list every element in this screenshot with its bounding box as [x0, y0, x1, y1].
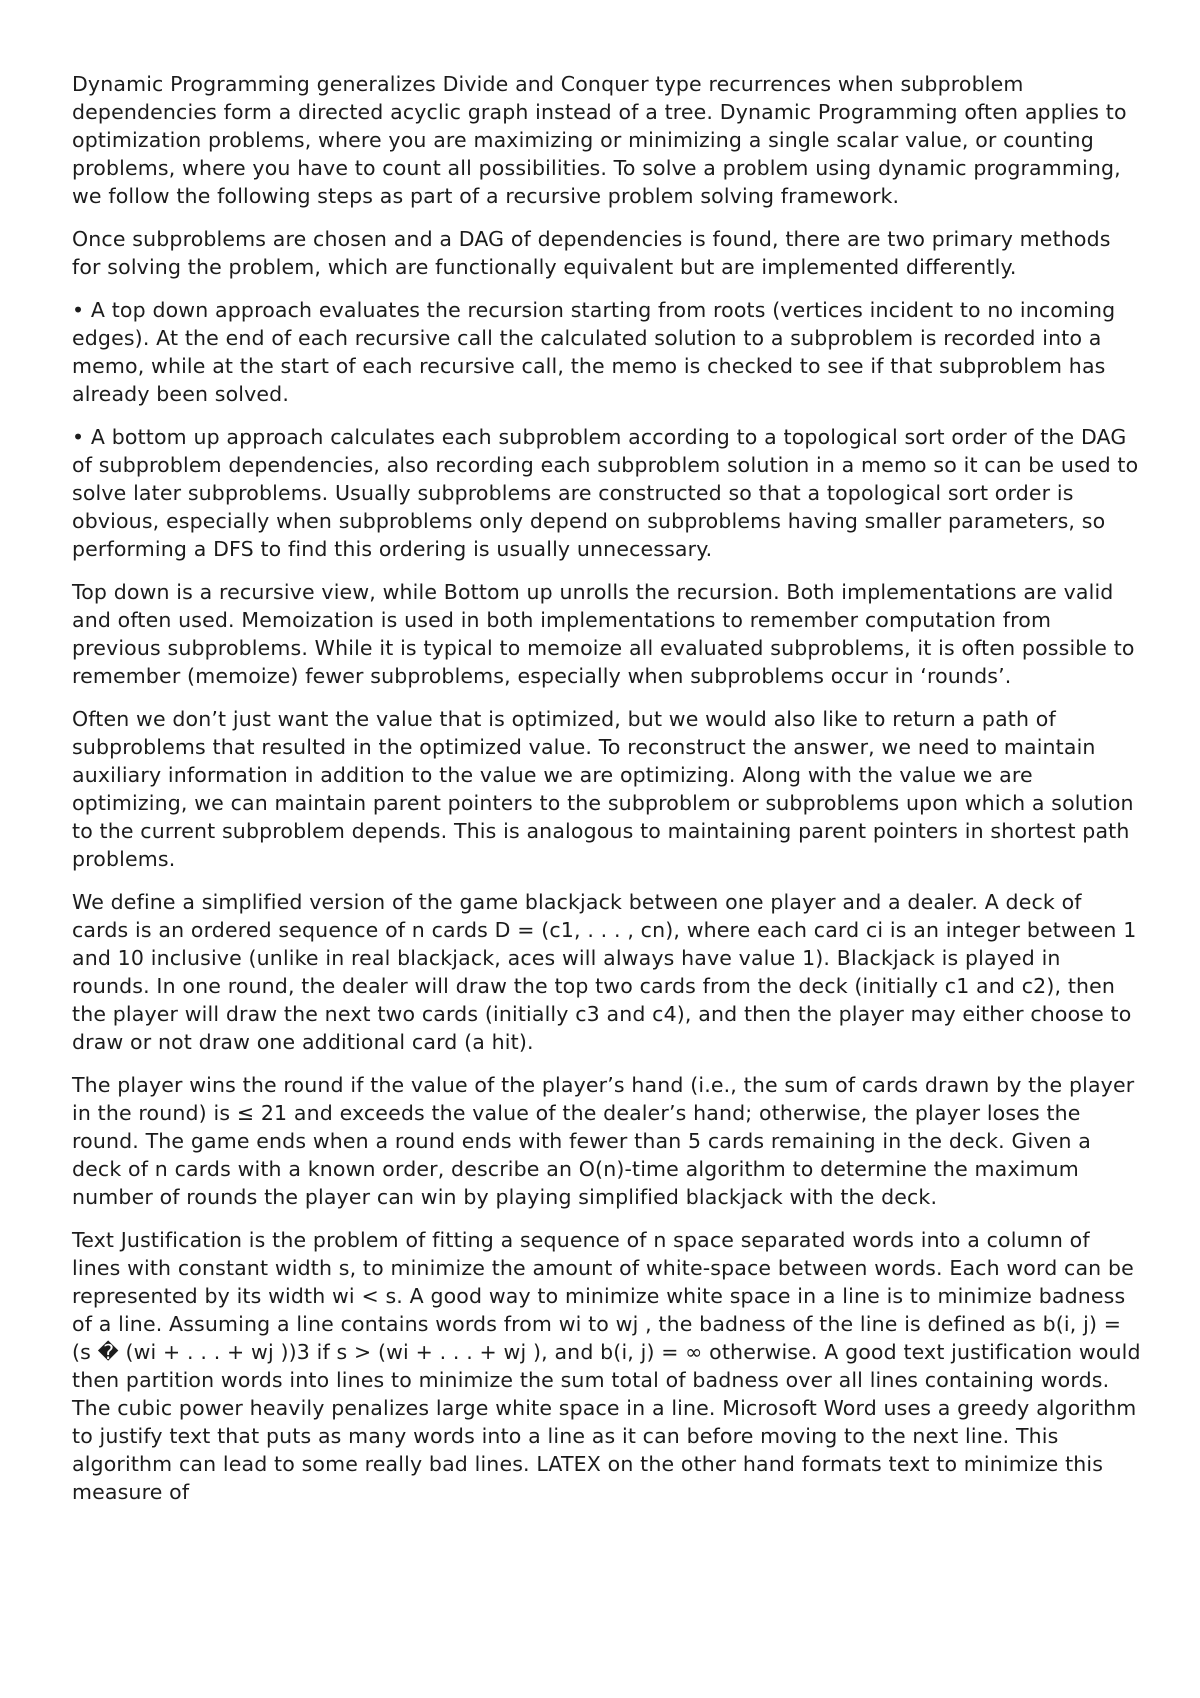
paragraph-dp-intro: Dynamic Programming generalizes Divide and Conquer type recurrences when subproblem dependencies form a directed acyclic graph instead of a tree. Dynamic Programming often applies to optimization problems, where you are maximizing or minimizing a single scalar value, or counting problems, where you have to count all possibilities. To solve a problem using dynamic programming, we follow the following steps as part of a recursive problem solving framework. — [72, 72, 1127, 208]
paragraph-text-justification: Text Justification is the problem of fitting a sequence of n space separated words into a column of lines with constant width s, to minimize the amount of white-space between words. Each word can be represented by its width wi < s. A good way to minimize white space in a line is to minimize badness of a line. Assuming a line contains words from wi to wj , the badness of the line is defined as b(i, j) = (s � (wi + . . . + wj ))3 if s > (wi + . . . + wj ), and b(i, j) = ∞ otherwise. A good text justification would then partition words into lines to minimize the sum total of badness over all lines containing words. The cubic power heavily penalizes large white space in a line. Microsoft Word uses a greedy algorithm to justify text that puts as many words into a line as it can before moving to the next line. This algorithm can lead to some really bad lines. LATEX on the other hand formats text to minimize this measure of — [72, 1228, 1141, 1504]
paragraph-top-down-bullet: • A top down approach evaluates the recursion starting from roots (vertices incident to no incoming edges). At the end of each recursive call the calculated solution to a subproblem is recorded into a memo, while at the start of each recursive call, the memo is checked to see if that subproblem has already been solved. — [72, 298, 1116, 406]
document-page — [72, 70, 1142, 1521]
paragraph-bottom-up-bullet: • A bottom up approach calculates each subproblem according to a topological sort order of the DAG of subproblem dependencies, also recording each subproblem solution in a memo so it can be used to solve later subproblems. Usually subproblems are constructed so that a topological sort order is obvious, especially when subproblems only depend on subproblems having smaller parameters, so performing a DFS to find this ordering is usually unnecessary. — [72, 425, 1139, 561]
paragraph-parent-pointers: Often we don’t just want the value that is optimized, but we would also like to return a path of subproblems that resulted in the optimized value. To reconstruct the answer, we need to maintain auxiliary information in addition to the value we are optimizing. Along with the value we are optimizing, we can maintain parent pointers to the subproblem or subproblems upon which a solution to the current subproblem depends. This is analogous to maintaining parent pointers in shortest path problems. — [72, 707, 1134, 871]
paragraph-solving-methods: Once subproblems are chosen and a DAG of dependencies is found, there are two primary methods for solving the problem, which are functionally equivalent but are implemented differently. — [72, 227, 1111, 279]
paragraph-blackjack-definition: We define a simplified version of the game blackjack between one player and a dealer. A deck of cards is an ordered sequence of n cards D = (c1, . . . , cn), where each card ci is an integer between 1 and 10 inclusive (unlike in real blackjack, aces will always have value 1). Blackjack is played in rounds. In one round, the dealer will draw the top two cards from the deck (initially c1 and c2), then the player will draw the next two cards (initially c3 and c4), and then the player may either choose to draw or not draw one additional card (a hit). — [72, 890, 1137, 1054]
paragraph-memoization: Top down is a recursive view, while Bottom up unrolls the recursion. Both implementations are valid and often used. Memoization is used in both implementations to remember computation from previous subproblems. While it is typical to memoize all evaluated subproblems, it is often possible to remember (memoize) fewer subproblems, especially when subproblems occur in ‘rounds’. — [72, 580, 1135, 688]
paragraph-blackjack-problem: The player wins the round if the value of the player’s hand (i.e., the sum of cards drawn by the player in the round) is ≤ 21 and exceeds the value of the dealer’s hand; otherwise, the player loses the round. The game ends when a round ends with fewer than 5 cards remaining in the deck. Given a deck of n cards with a known order, describe an O(n)-time algorithm to determine the maximum number of rounds the player can win by playing simplified blackjack with the deck. — [72, 1073, 1135, 1209]
